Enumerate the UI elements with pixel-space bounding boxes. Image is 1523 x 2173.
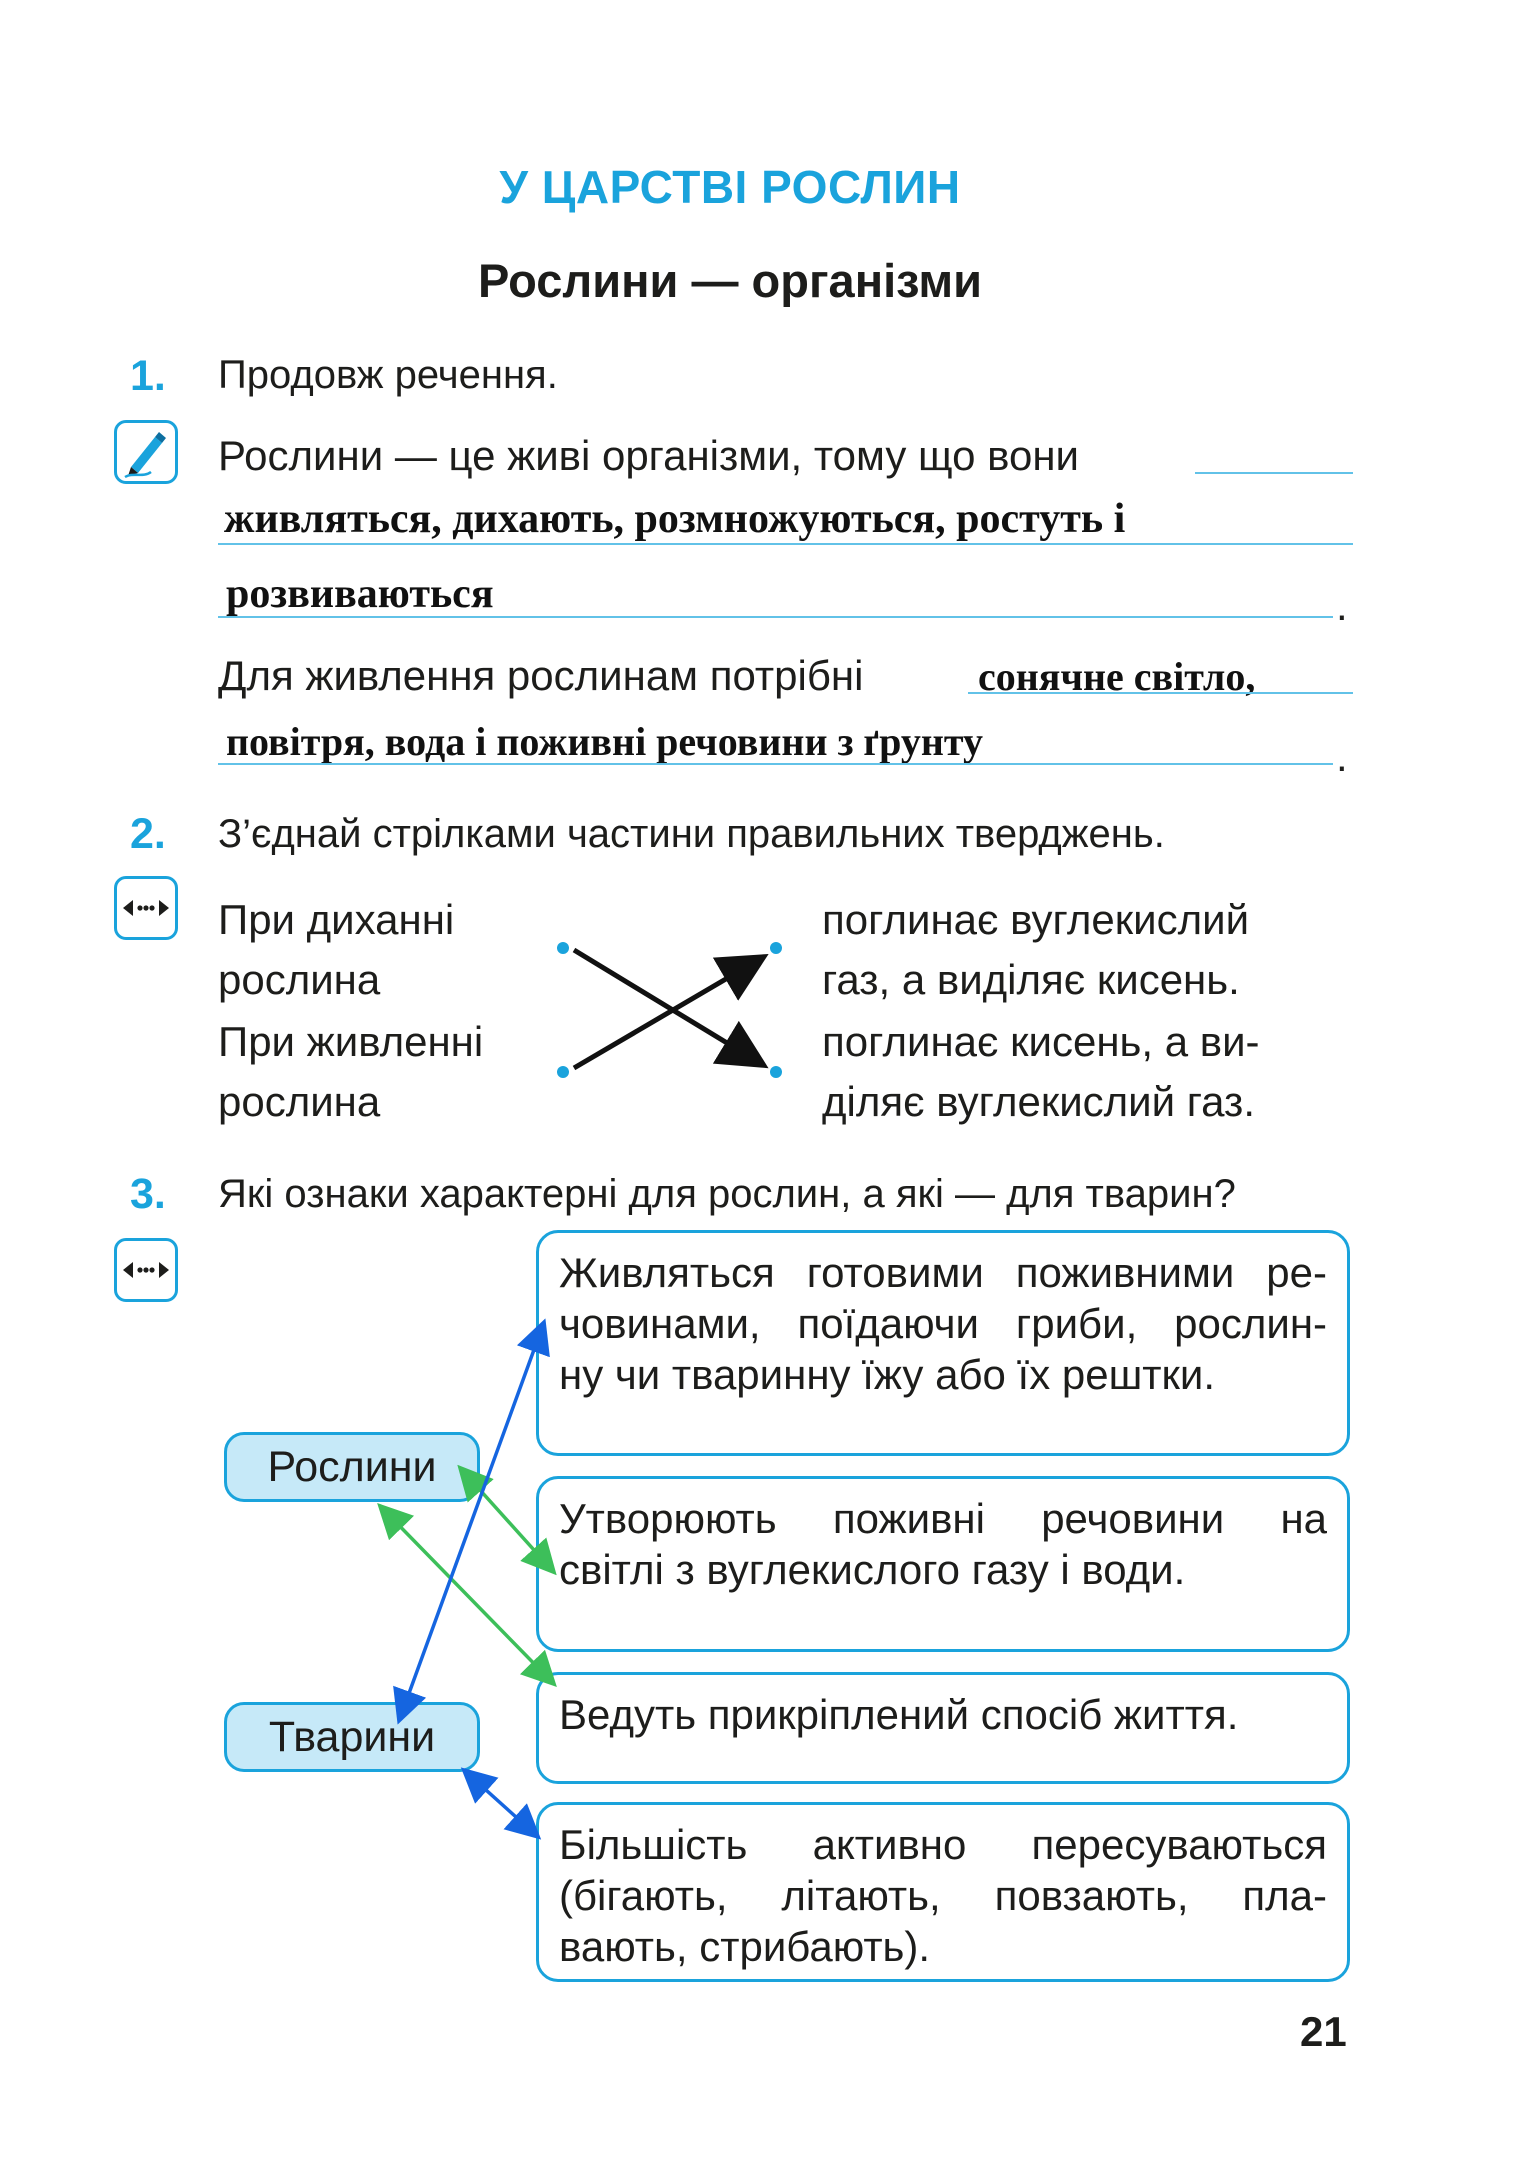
task-2-instruction: З’єднай стрілками частини правильних тверджень. — [218, 812, 1165, 856]
arrow-animals-to-card-1 — [400, 1325, 543, 1718]
answer-1-line-2: розвиваються — [226, 571, 494, 617]
answer-2-line-2: повітря, вода і поживні речовини з ґрунту — [226, 719, 984, 764]
statement-right-1: поглинає вуглекислий газ, а виділяє кисень. — [822, 896, 1250, 1003]
trait-card-4: Більшість активно пересуваються (бігають, літають, повзають, пла- вають, стрибають). — [536, 1802, 1350, 1982]
statement-left-1: При диханні рослина — [218, 896, 455, 1003]
group-plants: Рослини — [224, 1432, 480, 1502]
answer-2-part-1: сонячне світло, — [978, 654, 1256, 699]
arrow-plants-to-card-2 — [462, 1470, 552, 1570]
group-animals: Тварини — [224, 1702, 480, 1772]
task-2-number: 2. — [130, 810, 166, 858]
trait-card-3: Ведуть прикріплений спосіб життя. — [536, 1672, 1350, 1784]
period: . — [1336, 733, 1348, 780]
trait-card-1: Живляться готовими поживними ре- човинами, поїдаючи гриби, рослин- ну чи тваринну їжу або їх рештки. — [536, 1230, 1350, 1456]
task-3-instruction: Які ознаки характерні для рослин, а які — для тварин? — [218, 1172, 1236, 1216]
section-title: У ЦАРСТВІ РОСЛИН — [499, 161, 961, 213]
sentence-1-prefix: Рослини — це живі організми, тому що вони — [218, 432, 1079, 479]
page-title: Рослини — організми — [478, 254, 982, 307]
statement-left-2: При живленні рослина — [218, 1018, 484, 1125]
task-3-number: 3. — [130, 1170, 166, 1218]
answer-1-line-1: живляться, дихають, розмножуються, ростуть і — [224, 496, 1126, 542]
task-1-instruction: Продовж речення. — [218, 353, 558, 397]
task-1-number: 1. — [130, 352, 166, 400]
trait-card-2: Утворюють поживні речовини на світлі з вуглекислого газу і води. — [536, 1476, 1350, 1652]
arrow-animals-to-card-4 — [466, 1772, 536, 1835]
period: . — [1336, 582, 1348, 629]
sentence-2-prefix: Для живлення рослинам потрібні — [218, 652, 864, 699]
page-number: 21 — [1300, 2008, 1347, 2055]
statement-right-2: поглинає кисень, а ви- діляє вуглекислий газ. — [822, 1018, 1260, 1125]
